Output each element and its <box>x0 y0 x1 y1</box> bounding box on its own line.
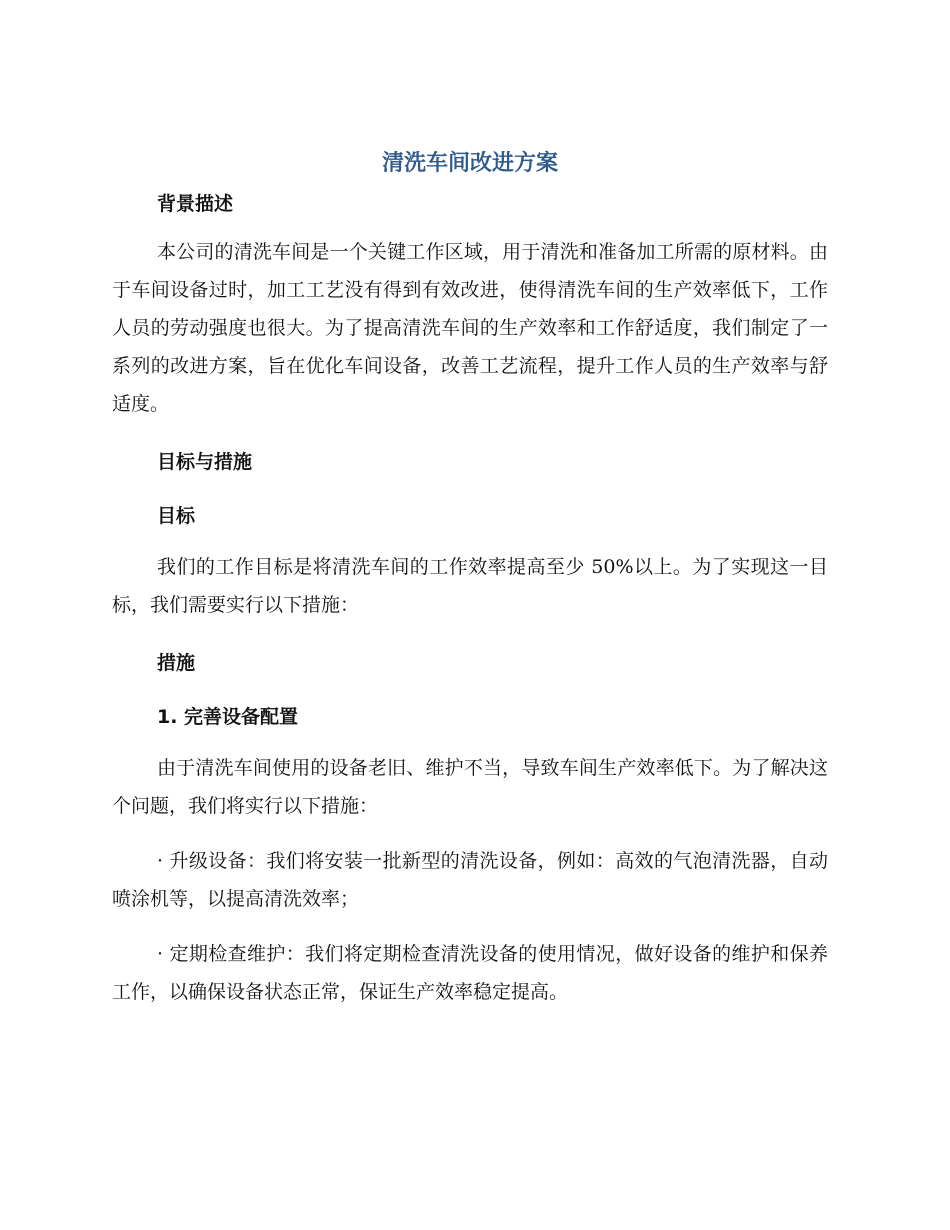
paragraph-background: 本公司的清洗车间是一个关键工作区域，用于清洗和准备加工所需的原材料。由于车间设备过时，加工工艺没有得到有效改进，使得清洗车间的生产效率低下，工作人员的劳动强度也很大。为了提高清洗车间的生产效率和工作舒适度，我们制定了一系列的改进方案，旨在优化车间设备，改善工艺流程，提升工作人员的生产效率与舒适度。 <box>112 241 828 415</box>
bullet-regular-maintenance: · 定期检查维护：我们将定期检查清洗设备的使用情况，做好设备的维护和保养工作，以确保设备状态正常，保证生产效率稳定提高。 <box>112 943 828 1003</box>
heading-goal: 目标 <box>157 505 196 527</box>
heading-measures: 措施 <box>157 652 196 674</box>
heading-goals-measures: 目标与措施 <box>157 451 253 473</box>
heading-background: 背景描述 <box>157 193 234 215</box>
document-page <box>112 145 828 1011</box>
paragraph-measure-1: 由于清洗车间使用的设备老旧、维护不当，导致车间生产效率低下。为了解决这个问题，我们将实行以下措施： <box>112 757 828 817</box>
heading-measure-1: 1. 完善设备配置 <box>157 706 299 728</box>
paragraph-goal: 我们的工作目标是将清洗车间的工作效率提高至少 50%以上。为了实现这一目标，我们需要实行以下措施： <box>112 556 828 616</box>
bullet-upgrade-equipment: · 升级设备：我们将安装一批新型的清洗设备，例如：高效的气泡清洗器，自动喷涂机等，以提高清洗效率； <box>112 850 828 910</box>
document-title: 清洗车间改进方案 <box>381 151 558 176</box>
